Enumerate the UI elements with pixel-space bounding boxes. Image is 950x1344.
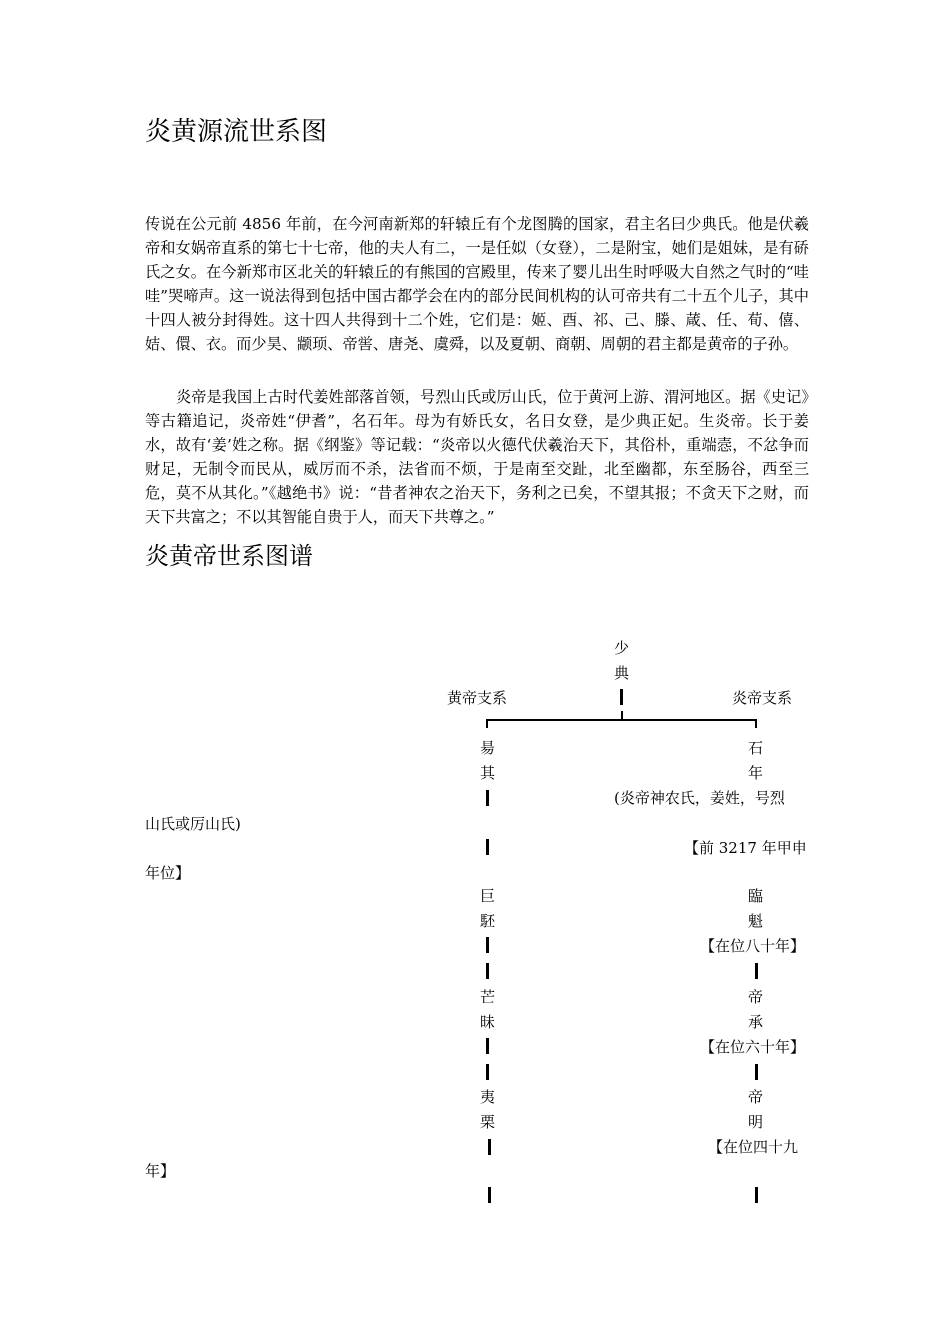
left-gen3-char-a: 芒 — [480, 988, 496, 1006]
right-gen3-char-b: 承 — [748, 1013, 764, 1031]
root-char-2: 典 — [614, 664, 630, 682]
left-connector-6 — [486, 1064, 489, 1080]
right-gen1-reign: 【前 3217 年甲申 — [684, 839, 807, 857]
right-gen1-char-a: 石 — [748, 739, 764, 757]
left-gen1-char-b: 其 — [480, 764, 496, 782]
left-connector-4 — [486, 963, 489, 979]
right-gen4-char-b: 明 — [748, 1113, 764, 1131]
left-branch-label: 黄帝支系 — [447, 689, 508, 707]
right-gen4-char-a: 帝 — [748, 1088, 764, 1106]
right-connector-2 — [755, 1064, 758, 1080]
right-gen3-reign: 【在位六十年】 — [700, 1038, 806, 1056]
root-char-1: 少 — [614, 639, 630, 657]
right-gen1-reign-continued: 年位】 — [145, 864, 191, 882]
right-connector-3 — [755, 1187, 758, 1203]
left-connector-3 — [486, 937, 489, 953]
left-connector-5 — [486, 1038, 489, 1054]
branch-bracket — [486, 719, 757, 721]
yandi-paragraph: 炎帝是我国上古时代姜姓部落首领，号烈山氏或厉山氏，位于黄河上游、渭河地区。据《史记》等古籍追记，炎帝姓“伊耆”，名石年。母为有娇氏女，名日女登，是少典正妃。生炎帝。长于姜水，故有‘姜’姓之称。据《纲鉴》等记载：“炎帝以火德代伏羲治天下，其俗朴，重端悫，不忿争而财足，无制令而民从，威厉而不杀，法省而不烦，于是南至交趾，北至幽都，东至肠谷，西至三危，莫不从其化。”《越绝书》说：“昔者神农之治天下，务利之已矣，不望其报；不贪天下之财，而天下共富之；不以其智能自贵于人，而天下共尊之。” — [145, 388, 809, 526]
right-gen1-note-continued: 山氏或厉山氏) — [145, 815, 241, 833]
bracket-left-tick — [486, 719, 488, 728]
left-gen4-char-b: 栗 — [480, 1113, 496, 1131]
left-gen3-char-b: 昧 — [480, 1013, 496, 1031]
left-connector-7 — [488, 1139, 491, 1155]
root-connector — [620, 689, 623, 705]
right-gen4-reign-continued: 年】 — [145, 1162, 176, 1180]
left-gen2-char-a: 巨 — [480, 887, 496, 905]
left-gen2-char-b: 駓 — [480, 912, 496, 930]
right-gen2-char-a: 臨 — [748, 887, 764, 905]
bracket-center-tick — [621, 711, 623, 720]
right-gen3-char-a: 帝 — [748, 988, 764, 1006]
left-connector-2 — [486, 839, 489, 855]
right-gen1-note: (炎帝神农氏，姜姓，号烈 — [614, 789, 785, 807]
right-gen4-reign: 【在位四十九 — [708, 1138, 799, 1156]
right-gen2-reign: 【在位八十年】 — [700, 937, 806, 955]
right-connector-1 — [755, 963, 758, 979]
left-connector-1 — [486, 790, 489, 806]
left-gen4-char-a: 夷 — [480, 1088, 496, 1106]
page-title: 炎黄源流世系图 — [145, 117, 328, 147]
right-branch-label: 炎帝支系 — [732, 689, 793, 707]
intro-paragraph: 传说在公元前 4856 年前，在今河南新郑的轩辕丘有个龙图腾的国家，君主名曰少典氏。他是伏羲帝和女娲帝直系的第七十七帝，他的夫人有二，一是任姒（女登），二是附宝，她们是姐妹，是有硚氏之女。在今新郑市区北关的轩辕丘的有熊国的宫殿里，传来了婴儿出生时呼吸大自然之气时的“哇哇”哭啼声。这一说法得到包括中国古都学会在内的部分民间机构的认可帝共有二十五个儿子，其中十四人被分封得姓。这十四人共得到十二个姓，它们是：姬、酉、祁、己、滕、葴、任、荀、僖、姞、儇、衣。而少昊、颛顼、帝喾、唐尧、虞舜，以及夏朝、商朝、周朝的君主都是黄帝的子孙。 — [145, 215, 809, 353]
left-connector-8 — [488, 1187, 491, 1203]
left-gen1-char-a: 昜 — [480, 739, 496, 757]
right-gen2-char-b: 魁 — [748, 912, 764, 930]
section-title: 炎黄帝世系图谱 — [145, 542, 313, 570]
right-gen1-char-b: 年 — [748, 764, 764, 782]
bracket-right-tick — [755, 719, 757, 728]
